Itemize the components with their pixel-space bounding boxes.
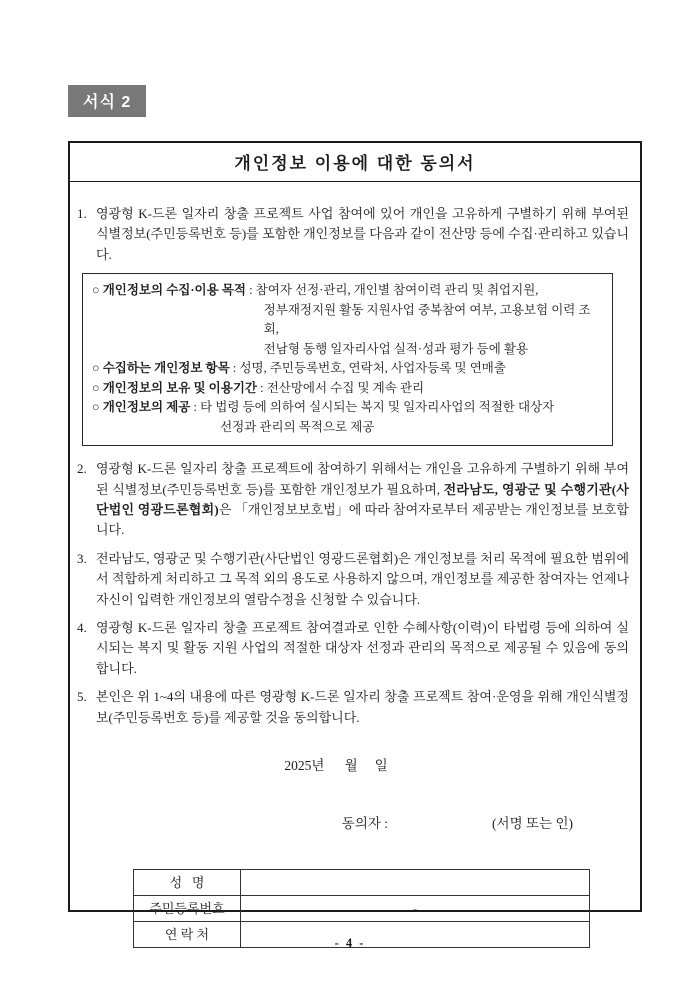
- circle-bullet-icon: ○: [92, 380, 103, 395]
- rrn-field[interactable]: -: [241, 896, 590, 922]
- notice-item-content: [256, 281, 604, 359]
- form-number-badge: 서식 2: [68, 85, 146, 117]
- signature-hint: (서명 또는 인): [492, 816, 573, 832]
- notice-item-content: [200, 398, 604, 437]
- notice-item-head: [92, 379, 267, 399]
- consent-paragraph-3: [77, 549, 629, 610]
- notice-item-purpose: [92, 281, 604, 359]
- table-row-name: [134, 870, 590, 896]
- signature-row: [77, 813, 629, 834]
- notice-item-head: [92, 398, 200, 437]
- notice-line: 선정과 관리의 목적으로 제공: [220, 419, 375, 434]
- rrn-label: 주민등록번호: [134, 896, 241, 922]
- notice-item-content: [267, 379, 604, 399]
- notice-line: 타 법령 등에 의하여 실시되는 복지 및 일자리사업의 적절한 대상자: [200, 400, 555, 415]
- notice-item-separator: :: [229, 361, 240, 376]
- date-line: 2025년 월 일: [284, 758, 388, 774]
- privacy-notice-box: [82, 273, 613, 446]
- paragraph-text: 영광형 K-드론 일자리 창출 프로젝트 참여결과로 인한 수혜사항(이력)이 타법령 등에 의하여 실시되는 복지 및 활동 지원 사업의 적절한 대상자 선정과 관리의 목적으로 제공될 수 있음에 동의합니다.: [96, 620, 629, 676]
- paragraph-number: 2.: [77, 461, 87, 477]
- paragraph-text: [96, 459, 629, 541]
- notice-line: 성명, 주민등록번호, 연락처, 사업자등록 및 연매출: [239, 361, 506, 376]
- notice-item-separator: :: [256, 380, 267, 395]
- circle-bullet-icon: ○: [92, 400, 103, 415]
- notice-item-retention-period: [92, 379, 604, 399]
- paragraph-number: 1.: [77, 206, 87, 221]
- notice-item-label: 수집하는 개인정보 항목: [102, 361, 230, 376]
- name-label: 성 명: [134, 870, 241, 896]
- paragraph-bold-run: 전라남도, 영광군 및 수행기관(사단법인 영광드론협회): [96, 481, 630, 518]
- paragraph-number: 5.: [77, 689, 87, 705]
- circle-bullet-icon: ○: [92, 283, 103, 298]
- page-number: - 4 -: [334, 936, 366, 950]
- notice-item-separator: :: [245, 283, 256, 298]
- notice-line: 전산망에서 수집 및 계속 관리: [266, 380, 425, 395]
- paragraph-number: 3.: [77, 550, 87, 566]
- notice-item-separator: :: [190, 400, 201, 415]
- notice-item-head: [92, 359, 239, 379]
- contact-label: 연 락 처: [134, 922, 241, 948]
- circle-bullet-icon: ○: [92, 361, 103, 376]
- notice-line: 정부재정지원 활동 지원사업 중복참여 여부, 고용보험 이력 조회,: [263, 302, 591, 337]
- paragraph-text: 전라남도, 영광군 및 수행기관(사단법인 영광드론협회)은 개인정보를 처리 목적에 필요한 범위에서 적합하게 처리하고 그 목적 외의 용도로 사용하지 않으며, 개인정보를 제공한 참여자는 언제나 자신이 입력한 개인정보의 열람수정을 신청할 수 있습니다.: [96, 550, 629, 607]
- form-body: [70, 182, 640, 948]
- notice-item-provision: [92, 398, 604, 437]
- notice-line: 참여자 선정·관리, 개인별 참여이력 관리 및 취업지원,: [255, 283, 539, 298]
- consent-paragraph-4: [77, 618, 629, 679]
- form-title: 개인정보 이용에 대한 동의서: [70, 143, 640, 182]
- consent-paragraph-2: [77, 459, 629, 541]
- paragraph-number: 4.: [77, 620, 87, 636]
- paragraph-text: 본인은 위 1~4의 내용에 따른 영광형 K-드론 일자리 창출 프로젝트 참여·운영을 위해 개인식별정보(주민등록번호 등)를 제공할 것을 동의합니다.: [96, 689, 629, 725]
- paragraph-text-run: 은 「개인정보보호법」에 따라 참여자로부터 제공받는 개인정보를 보호합니다.: [96, 502, 629, 538]
- paragraph-text-run: 영광형 K-드론 일자리 창출 프로젝트에 참여하기 위해서는 개인을 고유하게 구별하기 위해 부여된 식별정보(주민등록번호 등)를 포함한 개인정보가 필요하며,: [96, 461, 629, 497]
- signer-label: 동의자 :: [341, 816, 389, 832]
- notice-line: 전남형 동행 일자리사업 실적·성과 평가 등에 활용: [263, 341, 529, 356]
- paragraph-text: 영광형 K-드론 일자리 창출 프로젝트 사업 참여에 있어 개인을 고유하게 구별하기 위해 부여된 식별정보(주민등록번호 등)를 포함한 개인정보를 다음과 같이 전산망 등에 수집·관리하고 있습니다.: [96, 206, 629, 262]
- name-field[interactable]: [241, 870, 590, 896]
- consent-paragraph-1: [77, 204, 629, 265]
- notice-item-label: 개인정보의 보유 및 이용기간: [102, 380, 257, 395]
- notice-item-collected-items: [92, 359, 604, 379]
- notice-item-head: [92, 281, 256, 359]
- consent-paragraph-5: [77, 687, 629, 728]
- table-row-rrn: [134, 896, 590, 922]
- consent-form-box: [68, 141, 642, 942]
- notice-item-label: 개인정보의 수집·이용 목적: [102, 283, 246, 298]
- notice-item-content: [239, 359, 604, 379]
- notice-item-label: 개인정보의 제공: [102, 400, 191, 415]
